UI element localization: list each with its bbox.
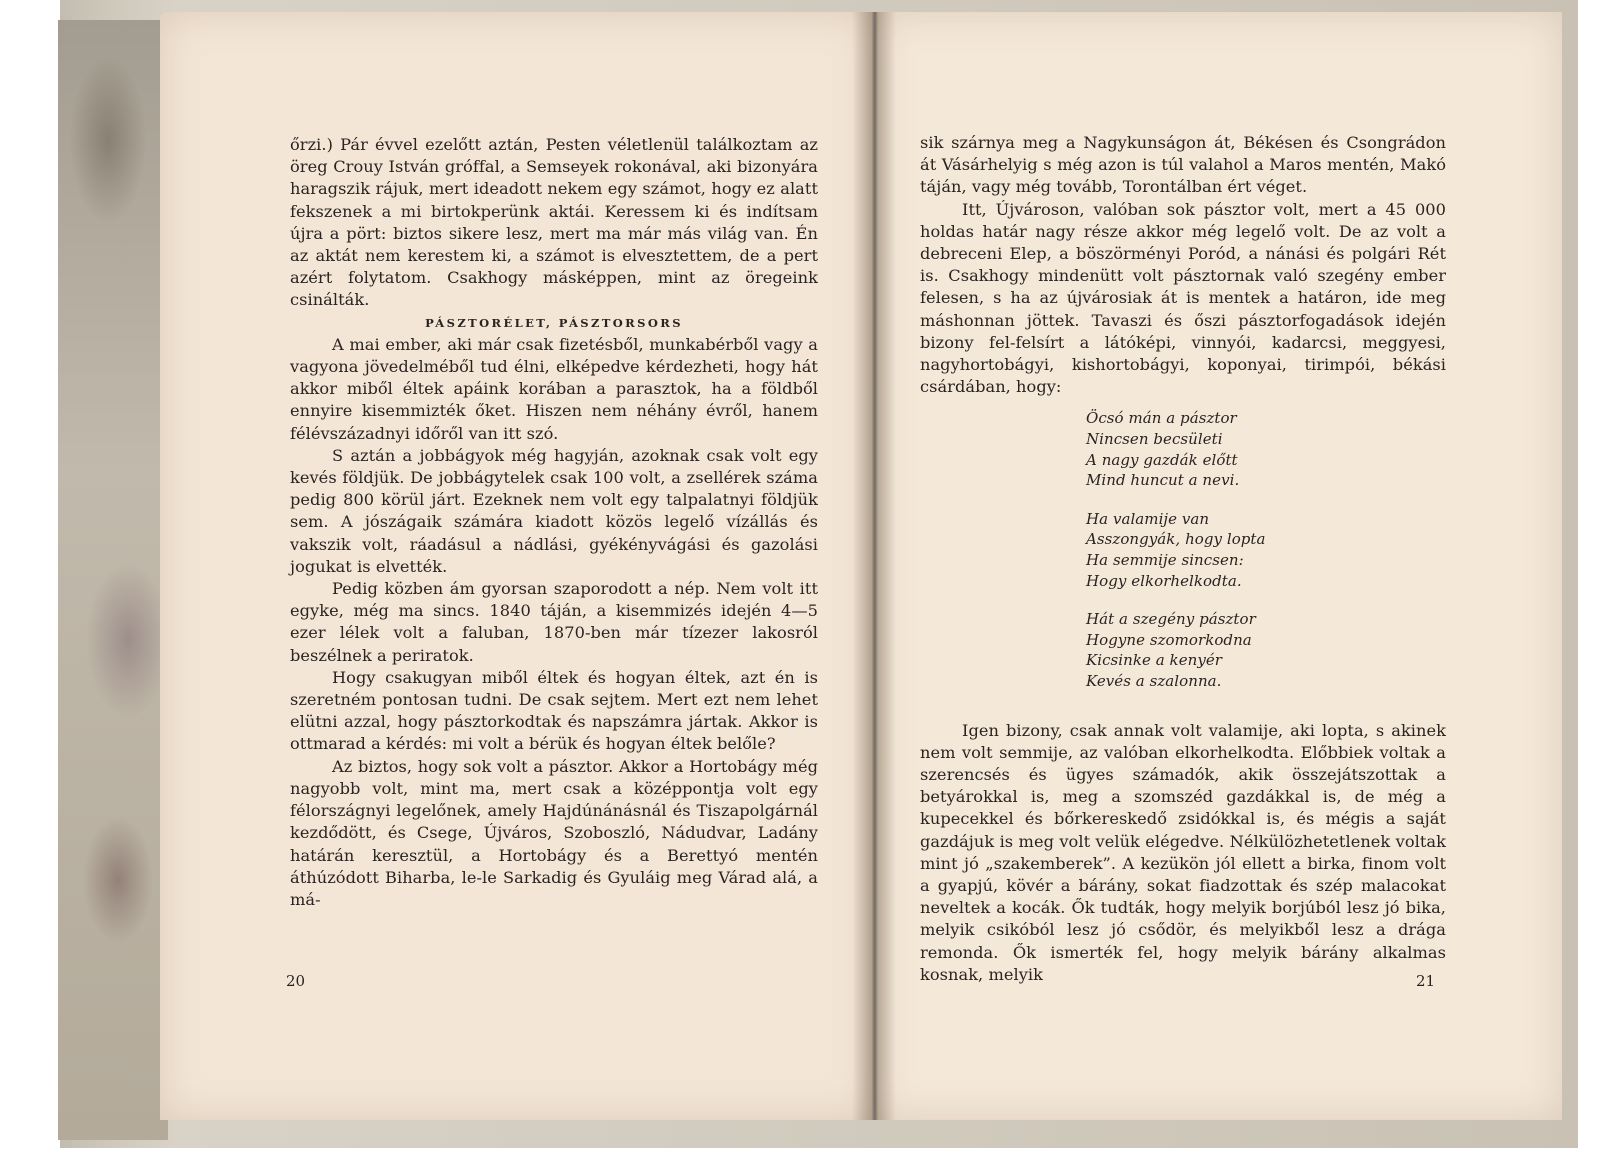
poem-line: Kicsinke a kenyér <box>1086 651 1223 670</box>
scan-margin <box>0 0 60 1163</box>
book-gutter <box>852 12 896 1120</box>
poem-line: A nagy gazdák előtt <box>1086 450 1238 469</box>
page-number: 21 <box>1416 972 1436 990</box>
left-page-text <box>290 134 818 911</box>
page-number: 20 <box>286 972 306 990</box>
poem-line: Nincsen becsületi <box>1086 430 1223 449</box>
poem-line: Mind huncut a nevi. <box>1086 471 1240 490</box>
paragraph: Pedig közben ám gyorsan szaporodott a nép. Nem volt itt egyke, még ma sincs. 1840 táján, a kisemmizés idején 4—5 ezer lélek volt a faluban, 1870-ben már tízezer lakosról beszélnek a periratok. <box>290 579 818 665</box>
paragraph: A mai ember, aki már csak fizetésből, munkabérből vagy a vagyona jövedelméből tud élni, elképedve kérdezheti, hogy hát akkor miből éltek apáink korában a parasztok, ha a földből ennyire kisemmizték őket. Hiszen nem néhány évről, hanem félévszázadnyi időről van itt szó. <box>290 334 818 443</box>
poem-line: Öcsó mán a pásztor <box>1086 409 1237 428</box>
paragraph: Hogy csakugyan miből éltek és hogyan éltek, azt én is szeretném pontosan tudni. De csak sejtem. Mert ezt nem lehet elütni azzal, hogy pásztorkodtak és napszámra jártak. Akkor is ottmarad a kérdés: mi volt a bérük és hogyan éltek belőle? <box>290 667 818 754</box>
poem-line: Hát a szegény pásztor <box>1086 610 1256 629</box>
right-page <box>876 12 1562 1120</box>
paragraph: S aztán a jobbágyok még hagyján, azoknak csak volt egy kevés földjük. De jobbágytelek csak 100 volt, a zsellérek száma pedig 800 körül járt. Ezeknek nem volt egy talpalatnyi földjük sem. A jószágaik számára kiadott közös legelő vízállás és vakszik volt, ráadásul a nádlási, gyékényvágási és gazolási jogukat is elvették. <box>290 445 818 576</box>
poem-stanza <box>1086 509 1446 591</box>
poem-line: Kevés a szalonna. <box>1086 671 1222 690</box>
poem-stanza <box>1086 408 1446 490</box>
poem-line: Asszongyák, hogy lopta <box>1086 530 1266 549</box>
paragraph: őrzi.) Pár évvel ezelőtt aztán, Pesten véletlenül találkoztam az öreg Crouy István gróffal, a Semseyek rokonával, aki bizonyára haragszik rájuk, mert ideadott nekem egy számot, hogy ez alatt fekszenek a mi birtokperünk aktái. Keressem ki és indítsam újra a pört: biztos sikere lesz, mert ma már más világ van. Én az aktát nem kerestem ki, a számot is elvesztettem, de a pert azért folytatom. Csakhogy másképpen, mint az öregeink csinálták. <box>290 135 818 310</box>
poem-stanza <box>1086 609 1446 691</box>
section-heading: PÁSZTORÉLET, PÁSZTORSORS <box>425 315 683 330</box>
poem-line: Hogy elkorhelkodta. <box>1086 571 1242 590</box>
paragraph: Az biztos, hogy sok volt a pásztor. Akkor a Hortobágy még nagyobb volt, mint ma, mert csak a középpontja volt egy félországnyi legelőnek, amely Hajdúnánásnál és Tiszapolgárnál kezdődött, és Csege, Újváros, Szoboszló, Nádudvar, Ladány határán keresztül, a Hortobágy és a Berettyó mentén áthúzódott Biharba, le-le Sarkadig és Gyuláig meg Várad alá, a má- <box>290 756 818 909</box>
paragraph: Igen bizony, csak annak volt valamije, aki lopta, s akinek nem volt semmije, az valóban elkorhelkodta. Előbbiek voltak a szerencsés és ügyes számadók, akik összejátszottak a betyárokkal is, meg a szomszéd gazdákkal is, de még a kupecekkel és bőrkereskedő zsidókkal is, és mégis a saját gazdájuk is meg volt velük elégedve. Nélkülözhetetlenek voltak mint jó „szakemberek”. A kezükön jól ellett a birka, finom volt a gyapjú, kövér a bárány, sokat fiadzottak és szép malacokat neveltek a kocák. Ők tudták, hogy melyik borjúból lesz jó bika, melyik csikóból lesz jó csődör, és melyikből lesz a drága remonda. Ők ismerték fel, hogy melyik bárány alkalmas kosnak, melyik <box>920 720 1446 984</box>
poem <box>1086 408 1446 691</box>
paragraph: Itt, Újvároson, valóban sok pásztor volt, mert a 45 000 holdas határ nagy része akkor még legelő volt. De az volt a debreceni Elep, a böszörményi Poród, a nánási és polgári Rét is. Csakhogy mindenütt volt pásztornak való szegény ember felesen, s ha az újvárosiak át is mentek a határon, ide meg máshonnan jöttek. Tavaszi és őszi pásztorfogadások idején bizony fel-felsírt a látóképi, vinnyói, kadarcsi, meggyesi, nagyhortobágyi, kishortobágyi, koponyai, tirimpói, békási csárdában, hogy: <box>920 199 1446 397</box>
poem-line: Hogyne szomorkodna <box>1086 630 1252 649</box>
poem-line: Ha semmije sincsen: <box>1086 551 1244 569</box>
poem-line: Ha valamije van <box>1086 509 1210 528</box>
left-page <box>160 12 872 1120</box>
book-cover-edge <box>58 20 168 1140</box>
paragraph: sik szárnya meg a Nagykunságon át, Békésen és Csongrádon át Vásárhelyig s még azon is túl valahol a Maros mentén, Makó táján, vagy még tovább, Torontálban ért véget. <box>920 133 1446 197</box>
right-page-text <box>920 132 1446 986</box>
